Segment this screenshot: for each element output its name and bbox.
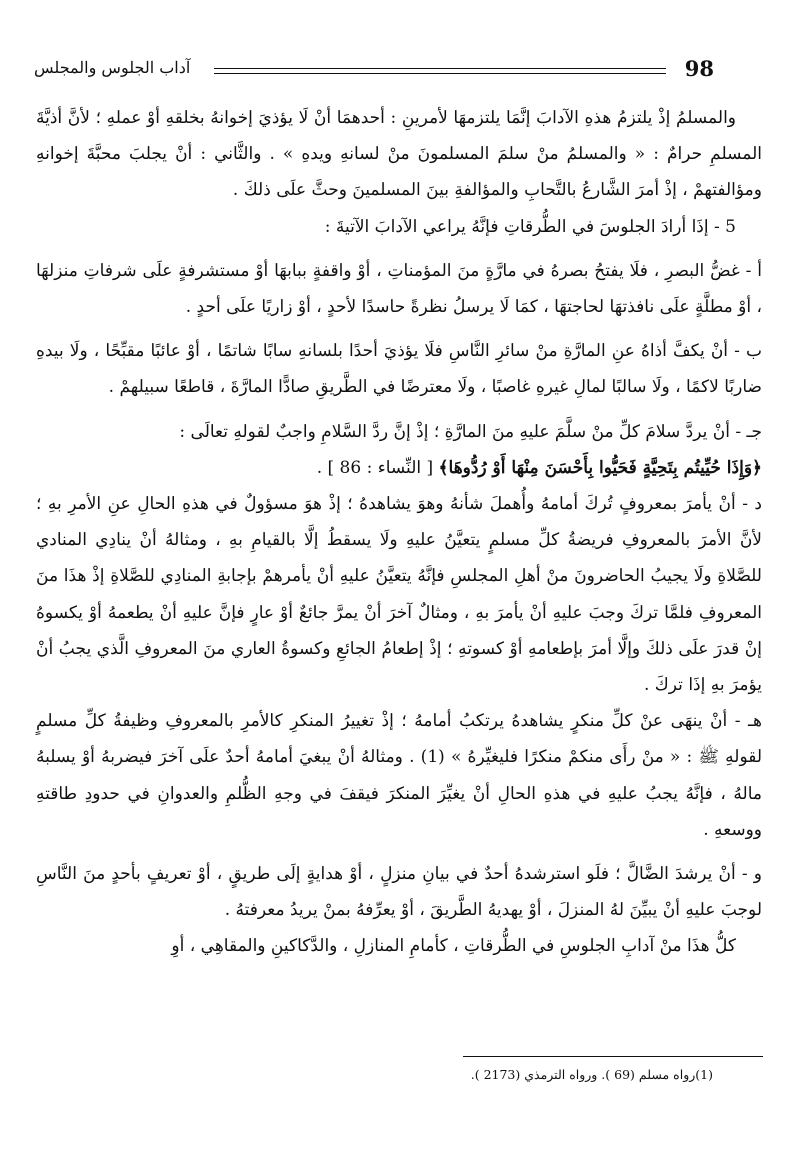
paragraph-closing: كلُّ هذَا منْ آدابِ الجلوسِ في الطُّرقاتِ ، كأمامِ المنازلِ ، والدَّكاكينِ والمقاهِي ، أوِ [171,936,736,957]
page-header [34,56,712,86]
running-title: آداب الجلوس والمجلس [34,58,191,77]
item-a: أ - غضُّ البصرِ ، فلَا يفتحُ بصرهُ في مارَّةٍ منَ المؤمناتِ ، أوْ واقفةٍ ببابهَا أوْ مستشرفةٍ علَى شرفاتِ منزلهَا ، أوْ مطلَّةٍ علَى نافذتهَا لحاجتهَا ، كمَا لَا يرسلُ نظرةً حاسدًا لأحدٍ ، أوْ زاريًا علَى أحدٍ . [36,260,762,318]
item-c: جـ - أنْ يردَّ سلامَ كلِّ منْ سلَّمَ عليهِ منَ المارَّةِ ؛ إذْ إنَّ ردَّ السَّلامِ واجبٌ لقولهِ تعالَى : [179,421,762,442]
page-number: 98 [684,56,714,81]
item-heading-5: 5 - إذَا أرادَ الجلوسَ في الطُّرقاتِ فإنَّهُ يراعي الآدابَ الآتيةَ : [324,216,736,237]
item-b: ب - أنْ يكفَّ أذاهُ عنِ المارَّةِ منْ سائرِ النَّاسِ فلَا يؤذيَ أحدًا بلسانهِ سابًا شاتمًا ، أوْ عائبًا مقبِّحًا ، ولَا بيدهِ ضاربًا لاكمًا ، ولَا سالبًا لمالِ غيرهِ غاصبًا ، ولَا معترضًا في الطَّريقِ صادًّا المارَّةَ ، قاطعًا سبيلهمْ . [36,341,762,398]
body-text [36,100,762,965]
quran-verse: ﴿وَإِذَا حُيِّيتُم بِتَحِيَّةٍ فَحَيُّوا بِأَحْسَنَ مِنْهَا أَوْ رُدُّوهَا﴾ [438,457,762,478]
paragraph-intro: والمسلمُ إذْ يلتزمُ هذهِ الآدابَ إنَّمَا يلتزمهَا لأمرينِ : أحدهمَا أنْ لَا يؤذيَ إخوانهُ بخلقهِ أوْ عملهِ ؛ لأنَّ أذيَّةَ المسلمِ حرامٌ : « والمسلمُ منْ سلمَ المسلمونَ منْ لسانهِ ويدهِ » . والثَّاني : أنْ يجلبَ محبَّةَ إخوانهِ ومؤالفتهمْ ، إذْ أمرَ الشَّارعُ بالتَّحابِ والمؤالفةِ بينَ المسلمينَ وحثَّ علَى ذلكَ . [36,108,762,201]
footnote-rule [463,1056,763,1057]
quran-verse-line [36,450,762,486]
item-e: هـ - أنْ ينهَى عنْ كلِّ منكرٍ يشاهدهُ يرتكبُ أمامهُ ؛ إذْ تغييرُ المنكرِ كالأمرِ بالمعروفِ وظيفةُ كلِّ مسلمٍ لقولهِ ﷺ : « منْ رأَى منكمْ منكرًا فليغيِّرهُ » (1) . ومثالهُ أنْ يبغيَ أمامهُ أحدٌ علَى آخرَ فيضربهُ أوْ يسلبهُ مالهُ ، فإنَّهُ يجبُ عليهِ في هذهِ الحالِ أنْ يغيِّرَ المنكرَ فيقفَ في وجهِ الظُّلمِ والعدوانِ في حدودِ طاقتهِ ووسعهِ . [36,711,763,840]
header-rule [214,73,666,74]
footnote: (1)رواه مسلم (69 ). ورواه الترمذي (2173 ). [470,1067,713,1082]
item-f: و - أنْ يرشدَ الضَّالَّ ؛ فلَو استرشدهُ أحدٌ في بيانِ منزلٍ ، أوْ هدايةٍ إلَى طريقٍ ، أوْ تعريفٍ بأحدٍ منَ النَّاسِ لوجبَ عليهِ أنْ يبيِّنَ لهُ المنزلَ ، أوْ يهديهُ الطَّريقَ ، أوْ يعرِّفهُ بمنْ يريدُ معرفتهُ . [36,864,762,921]
header-rule [214,68,666,69]
verse-reference: [ النِّساء : 86 ] . [316,457,434,478]
item-d: د - أنْ يأمرَ بمعروفٍ تُركَ أمامهُ وأُهملَ شأنهُ وهوَ يشاهدهُ ؛ إذْ هوَ مسؤولٌ في هذهِ الحالِ عنِ الأمرِ بهِ ؛ لأنَّ الأمرَ بالمعروفِ فريضةُ كلِّ مسلمٍ يتعيَّنُ عليهِ ولَا يسقطُ إلَّا بالقيامِ بهِ ، ومثالهُ أنْ ينادِي المنادي للصَّلاةِ ولَا يجيبُ الحاضرونَ منْ أهلِ المجلسِ فإنَّهُ يتعيَّنُ عليهِ أنْ يأمرهمْ بإجابةِ المنادِي للصَّلاةِ إذْ هذَا منَ المعروفِ فلمَّا تركَ وجبَ عليهِ أنْ يأمرَ بهِ ، ومثالٌ آخرَ أنْ يمرَّ جائعٌ أوْ عارٍ فإنَّ عليهِ أنْ يطعمهُ أوْ يكسوهُ إنْ قدرَ علَى ذلكَ وإلَّا أمرَ بإطعامهِ أوْ كسوتهِ ؛ إذْ إطعامُ الجائعِ وكسوةُ العاري منَ المعروفِ الَّذي يجبُ أنْ يؤمرَ بهِ إذَا تركَ . [36,494,762,696]
